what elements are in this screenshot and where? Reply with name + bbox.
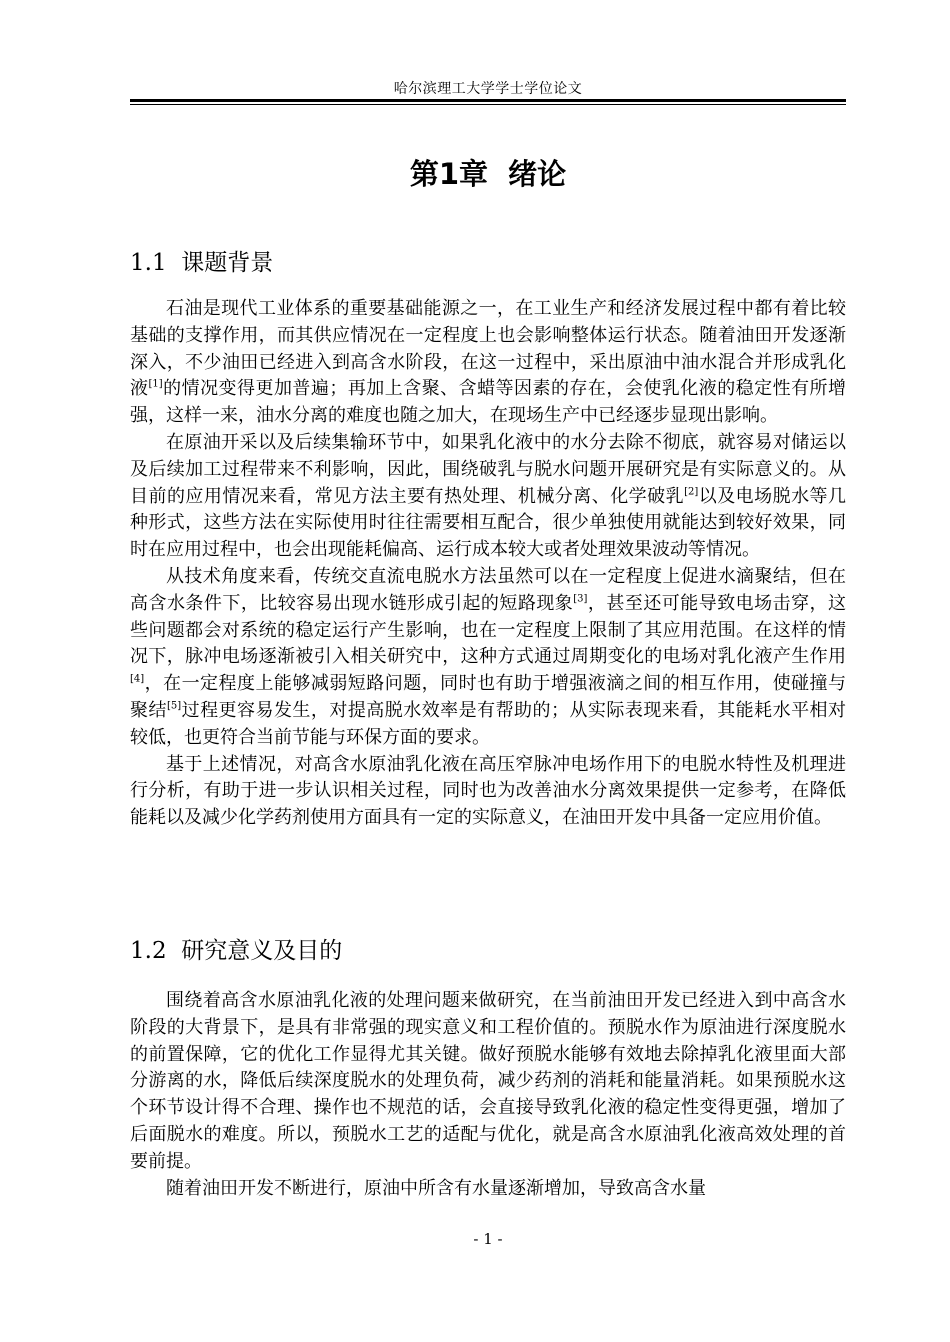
paragraph [130, 296, 846, 430]
header-rule-thin [130, 104, 846, 105]
paragraph [130, 564, 846, 752]
text-run: ，在一定程度上能够减弱短路问题，同时也有助于增强液滴之间的相互作用，使碰撞与聚结 [130, 673, 846, 721]
text-run: 过程更容易发生，对提高脱水效率是有帮助的；从实际表现来看，其能耗水平相对较低，也更符合当前节能与环保方面的要求。 [130, 699, 847, 748]
citation: [4] [130, 673, 145, 685]
paragraph [130, 430, 846, 564]
text-run: 基于上述情况，对高含水原油乳化液在高压窄脉冲电场作用下的电脱水特性及机理进行分析，有助于进一步认识相关过程，同时也为改善油水分离效果提供一定参考，在降低能耗以及减少化学药剂使用方面具有一定的实际意义，在油田开发中具备一定应用价值。 [130, 753, 846, 829]
chapter-title: 第1章 绪论 [409, 157, 567, 191]
section-heading [130, 932, 342, 965]
text-run: 石油是现代工业体系的重要基础能源之一，在工业生产和经济发展过程中都有着比较基础的支撑作用，而其供应情况在一定程度上也会影响整体运行状态。随着油田开发逐渐深入，不少油田已经进入到高含水阶段，在这一过程中，采出原油中油水混合并形成乳化液 [130, 298, 846, 400]
running-header: 哈尔滨理工大学学士学位论文 [393, 81, 583, 97]
text-run: 的情况变得更加普遍；再加上含聚、含蜡等因素的存在，会使乳化液的稳定性有所增强，这样一来，油水分离的难度也随之加大，在现场生产中已经逐步显现出影响。 [130, 378, 847, 427]
citation: [5] [166, 700, 182, 712]
page-number: - 1 - [473, 1230, 503, 1248]
paragraph [130, 1176, 846, 1203]
text-run: 随着油田开发不断进行，原油中所含有水量逐渐增加，导致高含水量 [166, 1177, 706, 1199]
section-body [130, 988, 846, 1202]
section-body [130, 296, 846, 832]
section-number: 1.1 [130, 250, 167, 276]
paragraph [130, 752, 846, 832]
paragraph [130, 988, 846, 1176]
citation: [1] [148, 378, 163, 390]
section-heading [130, 244, 273, 277]
text-run: 在原油开采以及后续集输环节中，如果乳化液中的水分去除不彻底，就容易对储运以及后续加工过程带来不利影响，因此，围绕破乳与脱水问题开展研究是有实际意义的。从目前的应用情况来看，常见方法主要有热处理、机械分离、化学破乳 [130, 431, 846, 507]
citation: [3] [573, 593, 588, 605]
citation: [2] [684, 486, 699, 498]
text-run: ，甚至还可能导致电场击穿，这些问题都会对系统的稳定运行产生影响，也在一定程度上限制了其应用范围。在这样的情况下，脉冲电场逐渐被引入相关研究中，这种方式通过周期变化的电场对乳化液产生作用 [130, 592, 847, 668]
text-run: 以及电场脱水等几种形式，这些方法在实际使用时往往需要相互配合，很少单独使用就能达到较好效果，同时在应用过程中，也会出现能耗偏高、运行成本较大或者处理效果波动等情况。 [130, 485, 847, 561]
text-run: 围绕着高含水原油乳化液的处理问题来做研究，在当前油田开发已经进入到中高含水阶段的大背景下，是具有非常强的现实意义和工程价值的。预脱水作为原油进行深度脱水的前置保障，它的优化工作显得尤其关键。做好预脱水能够有效地去除掉乳化液里面大部分游离的水，降低后续深度脱水的处理负荷，减少药剂的消耗和能量消耗。如果预脱水这个环节设计得不合理、操作也不规范的话，会直接导致乳化液的稳定性变得更强，增加了后面脱水的难度。所以，预脱水工艺的适配与优化，就是高含水原油乳化液高效处理的首要前提。 [130, 990, 846, 1172]
section-title: 研究意义及目的 [181, 938, 343, 964]
text-run: 从技术角度来看，传统交直流电脱水方法虽然可以在一定程度上促进水滴聚结，但在高含水条件下，比较容易出现水链形成引起的短路现象 [130, 565, 846, 614]
section-title: 课题背景 [181, 250, 274, 276]
header-rule-thick [130, 99, 846, 102]
section-number: 1.2 [130, 938, 167, 964]
